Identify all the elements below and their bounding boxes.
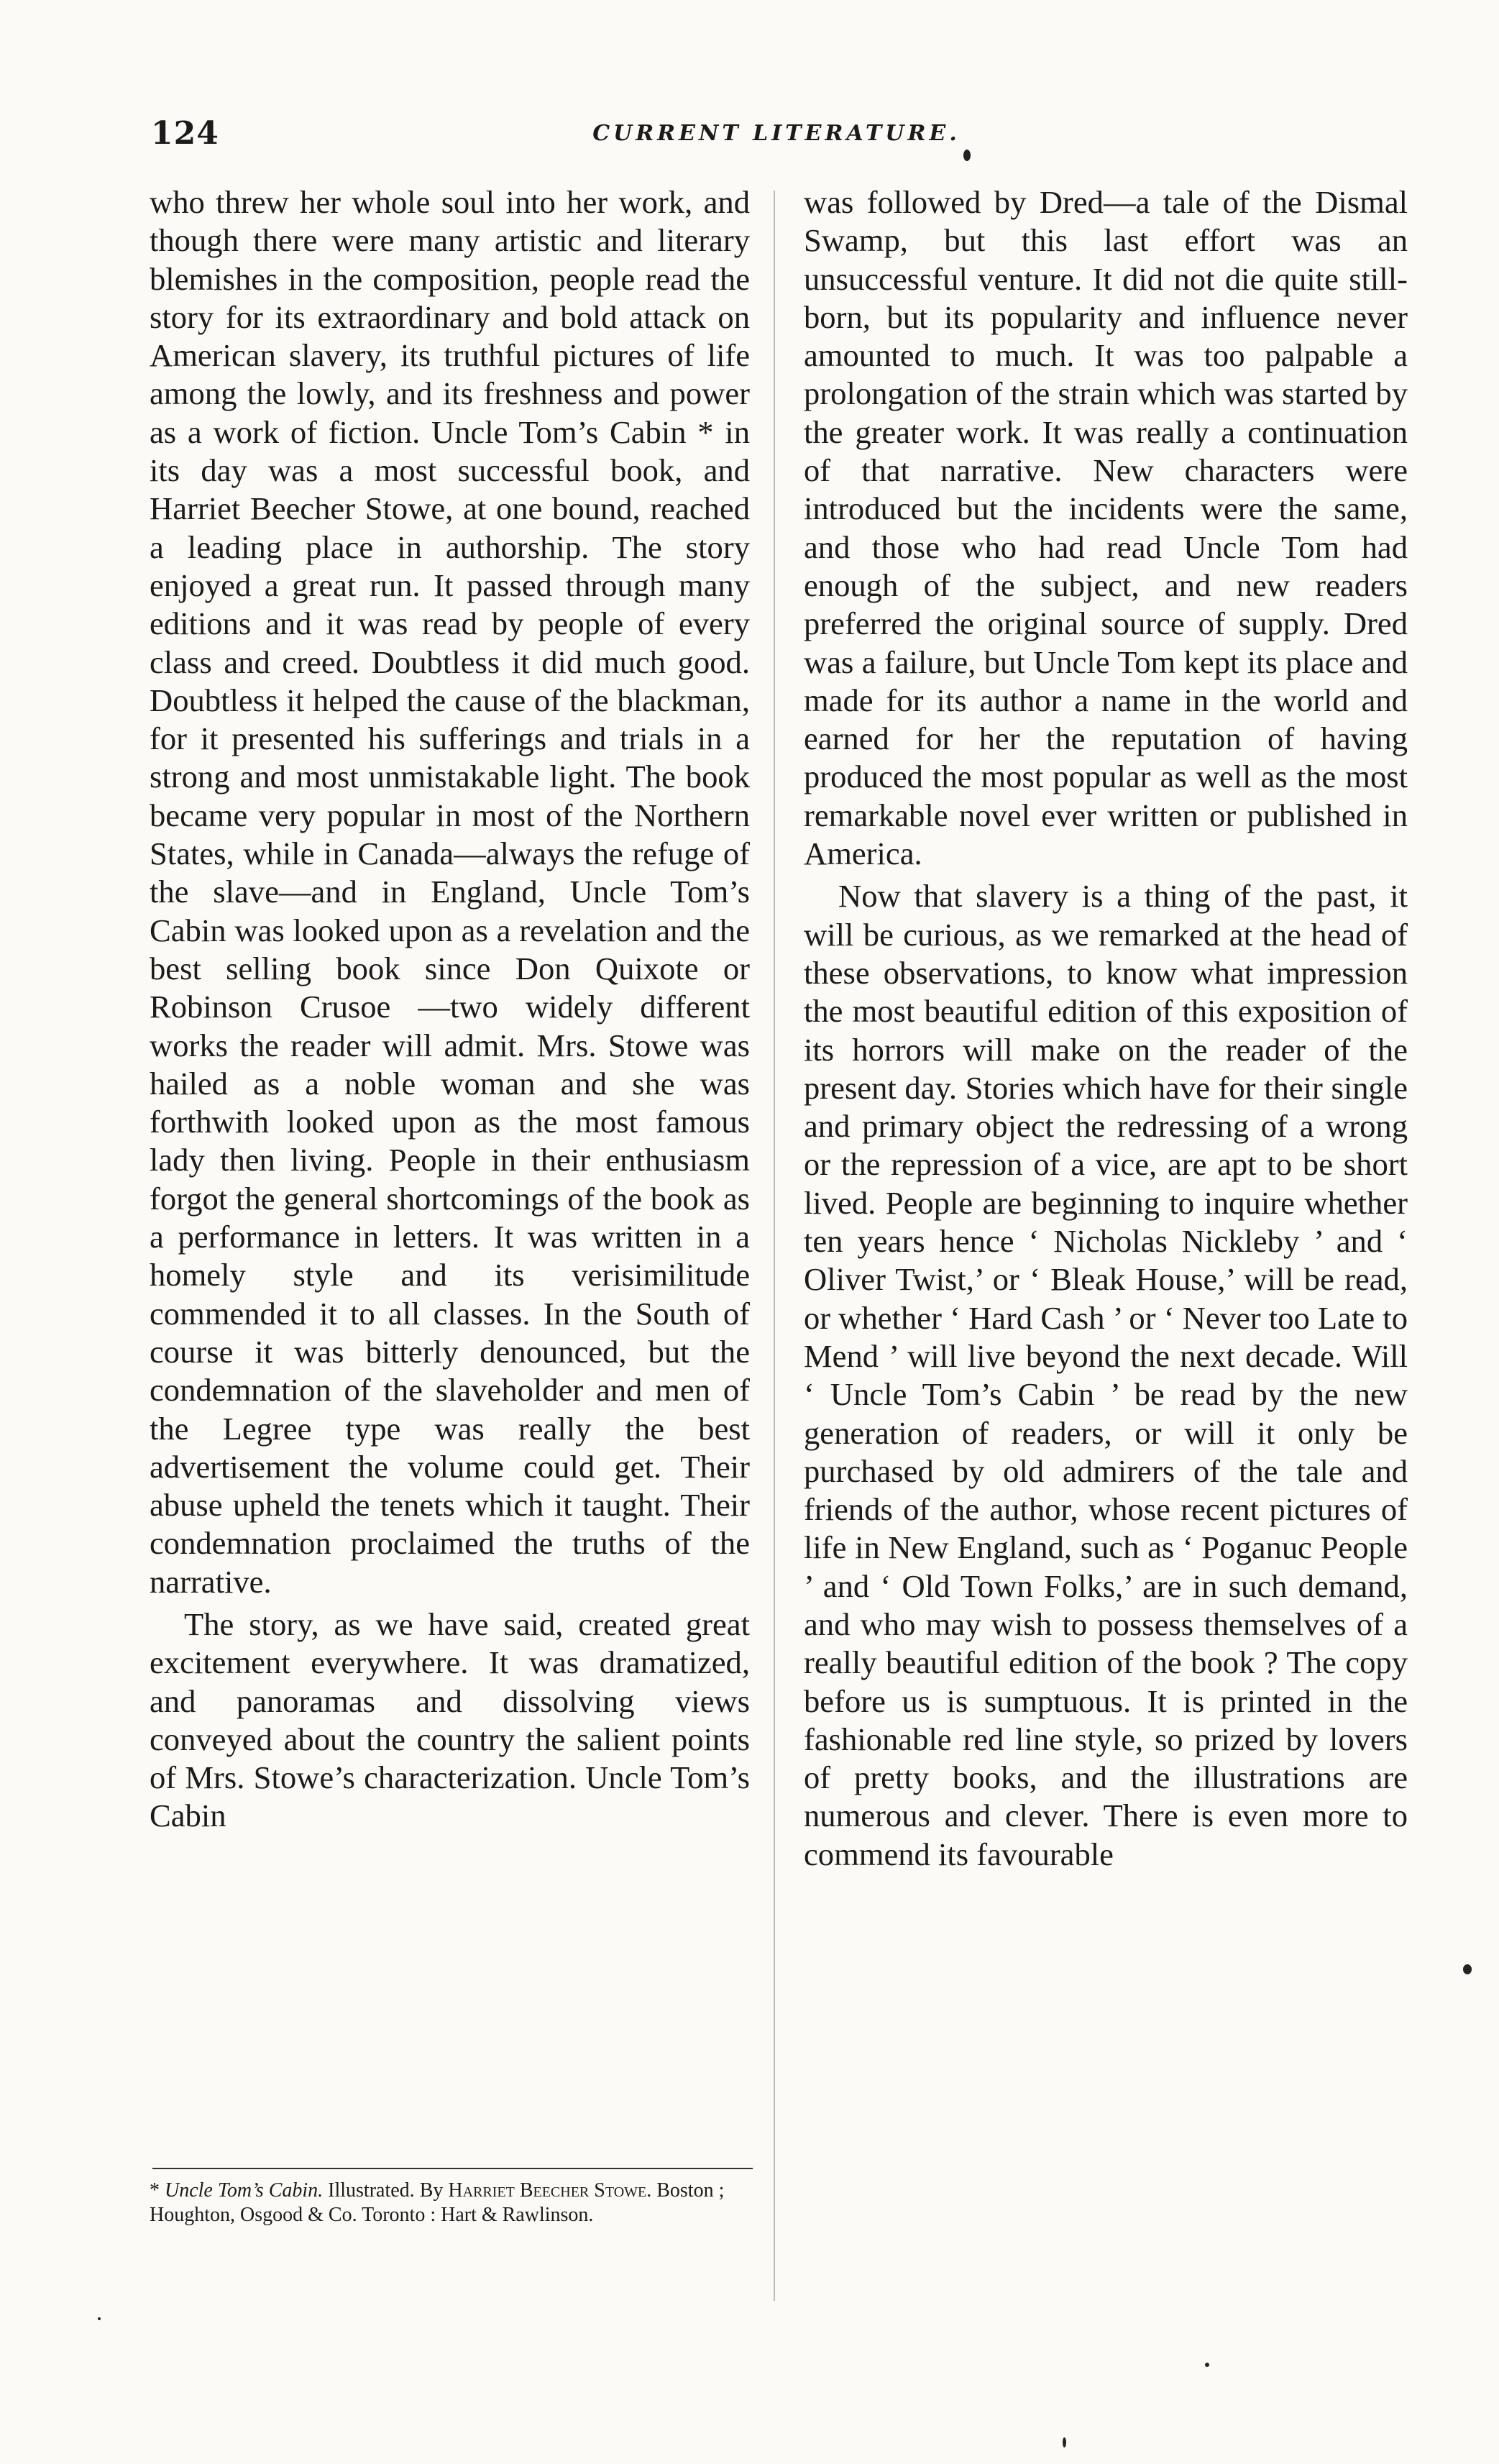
footnote [150,2179,750,2227]
ink-speck [963,150,971,161]
ink-speck [98,2317,101,2320]
right-column [804,183,1408,1874]
footnote-title: Uncle Tom’s Cabin. [165,2179,324,2202]
left-paragraph-1: who threw her whole soul into her work, and though there were many artistic and literary blemishes in the composition, people read the story for its extraordinary and bold attack on American slavery, its truthful pictures of life among the lowly, and its freshness and power as a work of fiction. Uncle Tom’s Cabin * in its day was a most successful book, and Harriet Beecher Stowe, at one bound, reached a leading place in authorship. The story enjoyed a great run. It passed through many editions and it was read by people of every class and creed. Doubtless it did much good. Doubtless it helped the cause of the blackman, for it presented his sufferings and trials in a strong and most unmistakable light. The book became very popular in most of the Northern States, while in Canada—always the refuge of the slave—and in England, Uncle Tom’s Cabin was looked upon as a revelation and the best selling book since Don Quixote or Robinson Crusoe —two widely different works the reader will admit. Mrs. Stowe was hailed as a noble woman and she was forthwith looked upon as the most famous lady then living. People in their enthusiasm forgot the general shortcomings of the book as a performance in letters. It was written in a homely style and its verisimilitude commended it to all classes. In the South of course it was bitterly denounced, but the condemnation of the slaveholder and men of the Legree type was really the best advertisement the volume could get. Their abuse upheld the tenets which it taught. Their condemnation proclaimed the truths of the narrative. [150,184,750,1600]
footnote-rule [152,2168,753,2169]
right-paragraph-1: was followed by Dred—a tale of the Dismal Swamp, but this last effort was an unsuccessful venture. It did not die quite still-born, but its popularity and influence never amounted to much. It was too palpable a prolongation of the strain which was started by the greater work. It was really a continuation of that narrative. New characters were introduced but the incidents were the same, and those who had read Uncle Tom had enough of the subject, and new readers preferred the original source of supply. Dred was a failure, but Uncle Tom kept its place and made for its author a name in the world and earned for her the reputation of having produced the most popular as well as the most remarkable novel ever written or published in America. [804,184,1408,872]
left-paragraph-2: The story, as we have said, created great excitement everywhere. It was dramatized, and panoramas and dissolving views conveyed about the country the salient points of Mrs. Stowe’s characterization. Uncle Tom’s Cabin [150,1606,750,1834]
ink-speck [1463,1964,1472,1974]
running-title: CURRENT LITERATURE. [592,121,961,146]
footnote-by: By [419,2179,444,2202]
footnote-publishers: Boston ; Houghton, Osgood & Co. Toronto : Hart & Rawlinson. [150,2179,725,2226]
right-paragraph-2: Now that slavery is a thing of the past, it will be curious, as we remarked at the head of these observations, to know what impression the most beautiful edition of this exposition of its horrors will make on the reader of the present day. Stories which have for their single and primary object the redressing of a wrong or the repression of a vice, are apt to be short lived. People are beginning to inquire whether ten years hence ‘ Nicholas Nickleby ’ and ‘ Oliver Twist,’ or ‘ Bleak House,’ will be read, or whether ‘ Hard Cash ’ or ‘ Never too Late to Mend ’ will live beyond the next decade. Will ‘ Uncle Tom’s Cabin ’ be read by the new generation of readers, or will it only be purchased by old admirers of the tale and friends of the author, whose recent pictures of life in New England, such as ‘ Poganuc People ’ and ‘ Old Town Folks,’ are in such demand, and who may wish to possess themselves of a really beautiful edition of the book ? The copy before us is sumptuous. It is printed in the fashionable red line style, so prized by lovers of pretty books, and the illustrations are numerous and clever. There is even more to commend its favourable [804,878,1408,1872]
ink-speck [1063,2437,1066,2447]
footnote-illustrated: Illustrated. [328,2179,415,2202]
page-header [151,115,1402,165]
ink-speck [1205,2363,1209,2367]
footnote-author: Harriet Beecher Stowe. [448,2179,652,2202]
page-number: 124 [151,115,219,152]
left-column [150,183,750,1836]
footnote-marker: * [150,2179,160,2202]
column-divider [774,191,775,2301]
